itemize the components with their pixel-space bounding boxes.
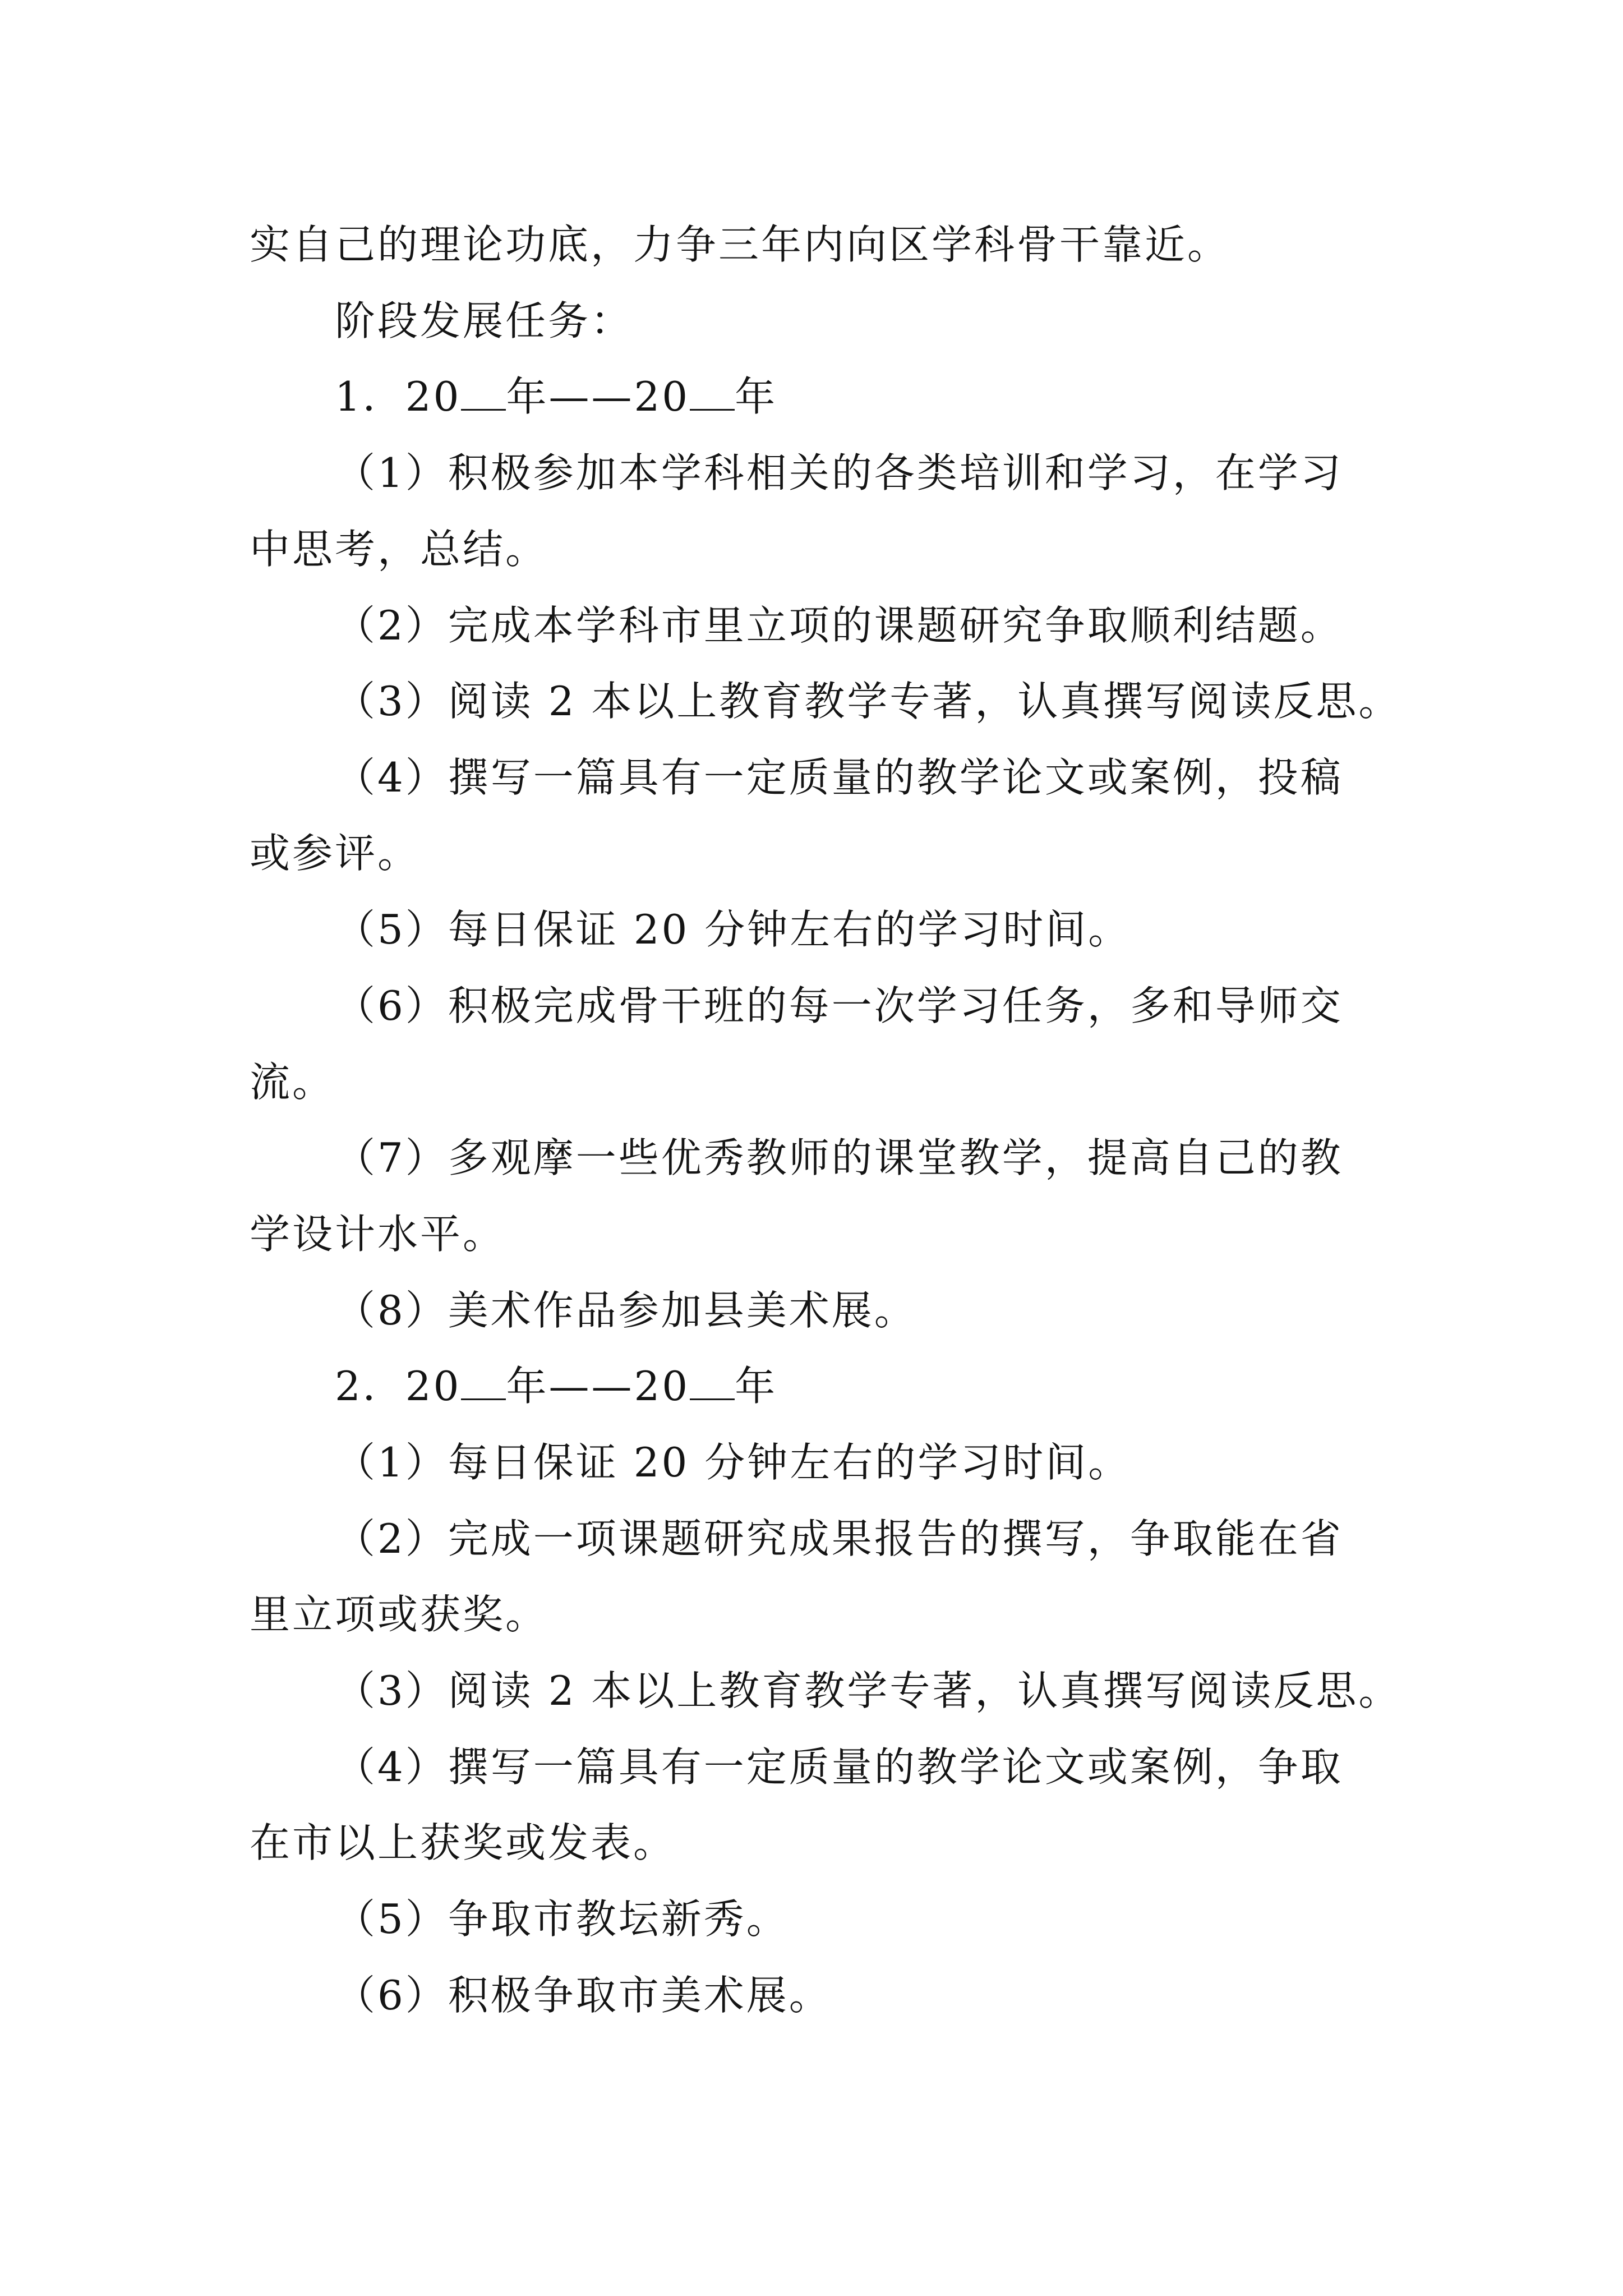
blank-underline: [461, 1365, 506, 1400]
stage-heading-2: [335, 1358, 777, 1414]
list-item: （4）撰写一篇具有一定质量的教学论文或案例，争取: [335, 1743, 1343, 1791]
list-item-continuation: 或参评。: [250, 830, 421, 877]
list-item: （6）积极争取市美术展。: [335, 1972, 832, 2019]
stage-heading-1-middle: 年——20: [506, 373, 690, 420]
list-item: （6）积极完成骨干班的每一次学习任务，多和导师交: [335, 982, 1343, 1029]
list-item: （4）撰写一篇具有一定质量的教学论文或案例，投稿: [335, 754, 1343, 801]
blank-underline: [690, 375, 735, 411]
stage-heading-1-end: 年: [735, 373, 778, 420]
list-item: （2）完成一项课题研究成果报告的撰写，争取能在省: [335, 1515, 1343, 1562]
list-item-continuation: 里立项或获奖。: [250, 1591, 548, 1638]
list-item: （8）美术作品参加县美术展。: [335, 1287, 917, 1334]
list-item-continuation: 学设计水平。: [250, 1211, 506, 1258]
blank-underline: [690, 1365, 735, 1400]
stage-heading-1-start: 1．20: [335, 373, 462, 420]
list-item: （3）阅读 2 本以上教育教学专著，认真撰写阅读反思。: [335, 1667, 1401, 1714]
stage-heading-2-end: 年: [735, 1363, 778, 1410]
list-item-continuation: 流。: [250, 1059, 335, 1106]
section-heading: 阶段发展任务：: [335, 297, 634, 344]
list-item: （1）每日保证 20 分钟左右的学习时间。: [335, 1439, 1131, 1486]
list-item-continuation: 在市以上获奖或发表。: [250, 1819, 676, 1866]
list-item: （7）多观摩一些优秀教师的课堂教学，提高自己的教: [335, 1134, 1343, 1181]
paragraph-line: 实自己的理论功底，力争三年内向区学科骨干靠近。: [250, 221, 1230, 268]
list-item: （5）每日保证 20 分钟左右的学习时间。: [335, 906, 1131, 953]
list-item: （5）争取市教坛新秀。: [335, 1895, 789, 1943]
stage-heading-2-middle: 年——20: [506, 1363, 690, 1410]
list-item: （2）完成本学科市里立项的课题研究争取顺利结题。: [335, 602, 1343, 649]
stage-heading-1: [335, 369, 777, 425]
list-item: （3）阅读 2 本以上教育教学专著，认真撰写阅读反思。: [335, 678, 1401, 725]
list-item: （1）积极参加本学科相关的各类培训和学习，在学习: [335, 449, 1343, 496]
stage-heading-2-start: 2．20: [335, 1363, 462, 1410]
blank-underline: [461, 375, 506, 411]
list-item-continuation: 中思考，总结。: [250, 526, 548, 573]
